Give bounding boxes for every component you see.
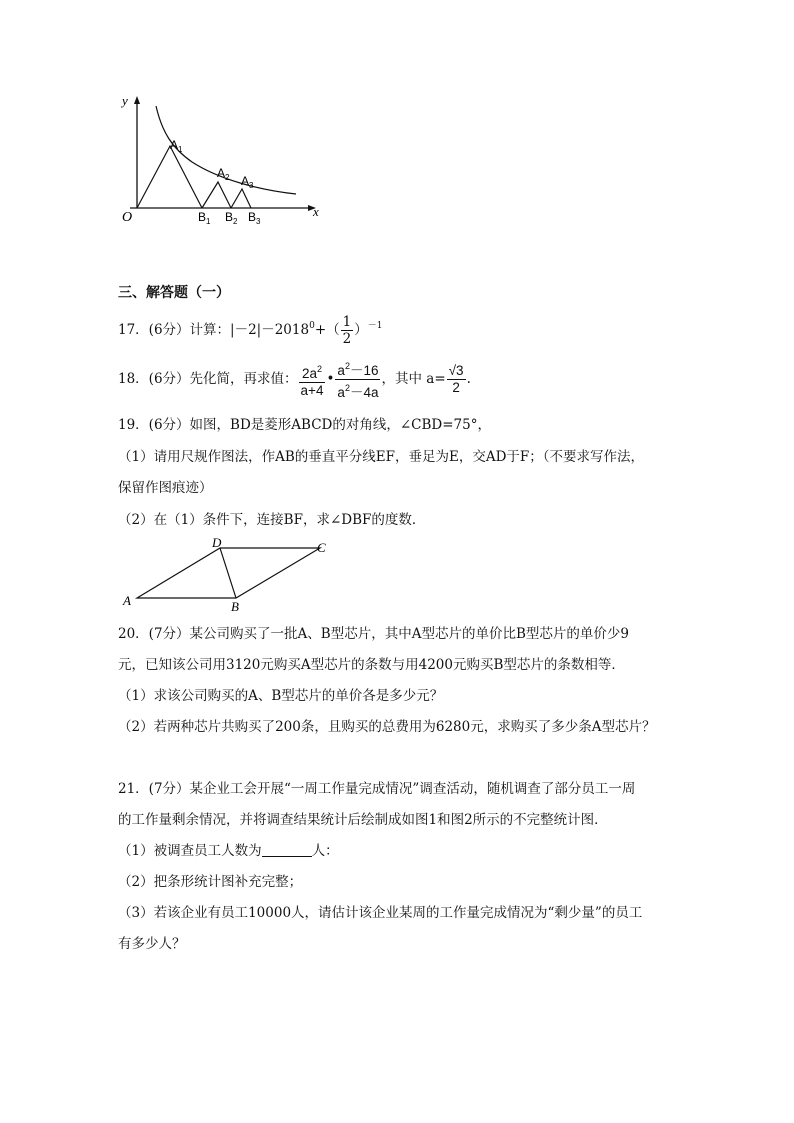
q21-line-3b: 人： bbox=[311, 843, 339, 859]
y-axis-arrow bbox=[134, 96, 140, 104]
q18-f1-den: a+4 bbox=[300, 382, 324, 398]
q17-den: 2 bbox=[342, 331, 352, 347]
section-heading: 三、解答题（一） bbox=[118, 285, 230, 301]
q18-fraction-3 bbox=[447, 363, 466, 396]
q18-f2-num-a: a bbox=[337, 363, 345, 378]
hyperbola-figure bbox=[110, 90, 340, 230]
q21-line-5: （3）若该企业有员工10000人，请估计该企业某周的工作量完成情况为“剩少量”的员工 bbox=[118, 905, 643, 921]
q18-f3-den: 2 bbox=[452, 380, 460, 395]
q18-f2-den-a: a bbox=[337, 385, 345, 400]
q18-dot: • bbox=[326, 371, 335, 387]
q20-line-4: （2）若两种芯片共购买了200条，且购买的总费用为6280元，求购买了多少条A型芯片？ bbox=[118, 719, 656, 735]
q18-f1-num-exp: 2 bbox=[317, 363, 323, 374]
q17-exp0: 0 bbox=[309, 321, 315, 331]
q18-f2-num-rest: －16 bbox=[349, 363, 379, 378]
label-d: D bbox=[212, 535, 222, 550]
label-b2: $B_2$ bbox=[225, 210, 238, 226]
q17-fraction bbox=[341, 314, 354, 347]
q20-line-2: 元，已知该公司用3120元购买A型芯片的条数与用4200元购买B型芯片的条数相等． bbox=[118, 657, 625, 673]
q18-prefix: 18．(6分）先化简，再求值： bbox=[118, 371, 298, 387]
label-c: C bbox=[317, 540, 326, 555]
origin-label: O bbox=[122, 210, 133, 225]
q19-line-3: 保留作图痕迹） bbox=[118, 480, 213, 496]
label-a2: $A_2$ bbox=[217, 166, 230, 182]
rhombus-figure bbox=[115, 535, 345, 615]
q18-f2-den-exp: 2 bbox=[344, 383, 350, 393]
label-a1: $A_1$ bbox=[170, 138, 183, 154]
q19-line-1: 19．(6分）如图，BD是菱形ABCD的对角线，∠CBD=75°， bbox=[118, 417, 491, 433]
y-label: y bbox=[122, 93, 128, 108]
q21-line-4: （2）把条形统计图补充完整； bbox=[118, 874, 303, 890]
q19-line-2: （1）请用尺规作图法，作AB的垂直平分线EF，垂足为E，交AD于F；（不要求写作法， bbox=[118, 449, 645, 465]
q18-f2-num-exp: 2 bbox=[344, 361, 350, 371]
q20-line-3: （1）求该公司购买的A、B型芯片的单价各是多少元？ bbox=[118, 688, 444, 704]
q21-line-1: 21．(7分）某企业工会开展“一周工作量完成情况”调查活动，随机调查了部分员工一周 bbox=[118, 781, 636, 797]
q18-f1-num: 2a bbox=[301, 365, 317, 381]
q18-f2-den-rest: －4a bbox=[349, 385, 379, 400]
q21-line-2: 的工作量剩余情况，并将调查结果统计后绘制成如图1和图2所示的不完整统计图． bbox=[118, 812, 608, 828]
x-label: x bbox=[313, 204, 319, 219]
q21-line-3a: （1）被调查员工人数为 bbox=[118, 843, 262, 859]
q17-num: 1 bbox=[342, 314, 352, 330]
label-b1: $B_1$ bbox=[198, 210, 211, 226]
q17-prefix: 17．(6分）计算：|－2|－2018 bbox=[118, 322, 310, 338]
triangle-a1 bbox=[137, 146, 202, 208]
answer-blank bbox=[262, 844, 312, 857]
q18-f3-num: √3 bbox=[448, 363, 464, 378]
triangle-a3 bbox=[231, 189, 251, 208]
label-a: A bbox=[123, 593, 131, 608]
q17-close: ） bbox=[354, 322, 368, 338]
q18-fraction-2 bbox=[335, 358, 380, 401]
q17-exp: －1 bbox=[367, 321, 383, 331]
label-a3: $A_3$ bbox=[241, 174, 254, 190]
q17-plus: +（ bbox=[314, 322, 340, 338]
q21-line-3 bbox=[118, 842, 339, 860]
diagonal-bd bbox=[220, 548, 236, 598]
q20-line-1: 20．(7分）某公司购买了一批A、B型芯片，其中A型芯片的单价比B型芯片的单价少9 bbox=[118, 626, 629, 642]
triangle-a2 bbox=[202, 182, 231, 208]
q18-fraction-1 bbox=[299, 361, 326, 399]
label-b3: $B_3$ bbox=[248, 210, 261, 226]
q18-mid: ，其中 a= bbox=[381, 371, 446, 387]
question-18 bbox=[118, 358, 471, 401]
question-17 bbox=[118, 313, 382, 347]
q18-end: . bbox=[466, 371, 471, 387]
q19-line-4: （2）在（1）条件下，连接BF，求∠DBF的度数． bbox=[118, 512, 426, 528]
label-b: B bbox=[231, 599, 239, 614]
q21-line-6: 有多少人？ bbox=[118, 936, 186, 952]
